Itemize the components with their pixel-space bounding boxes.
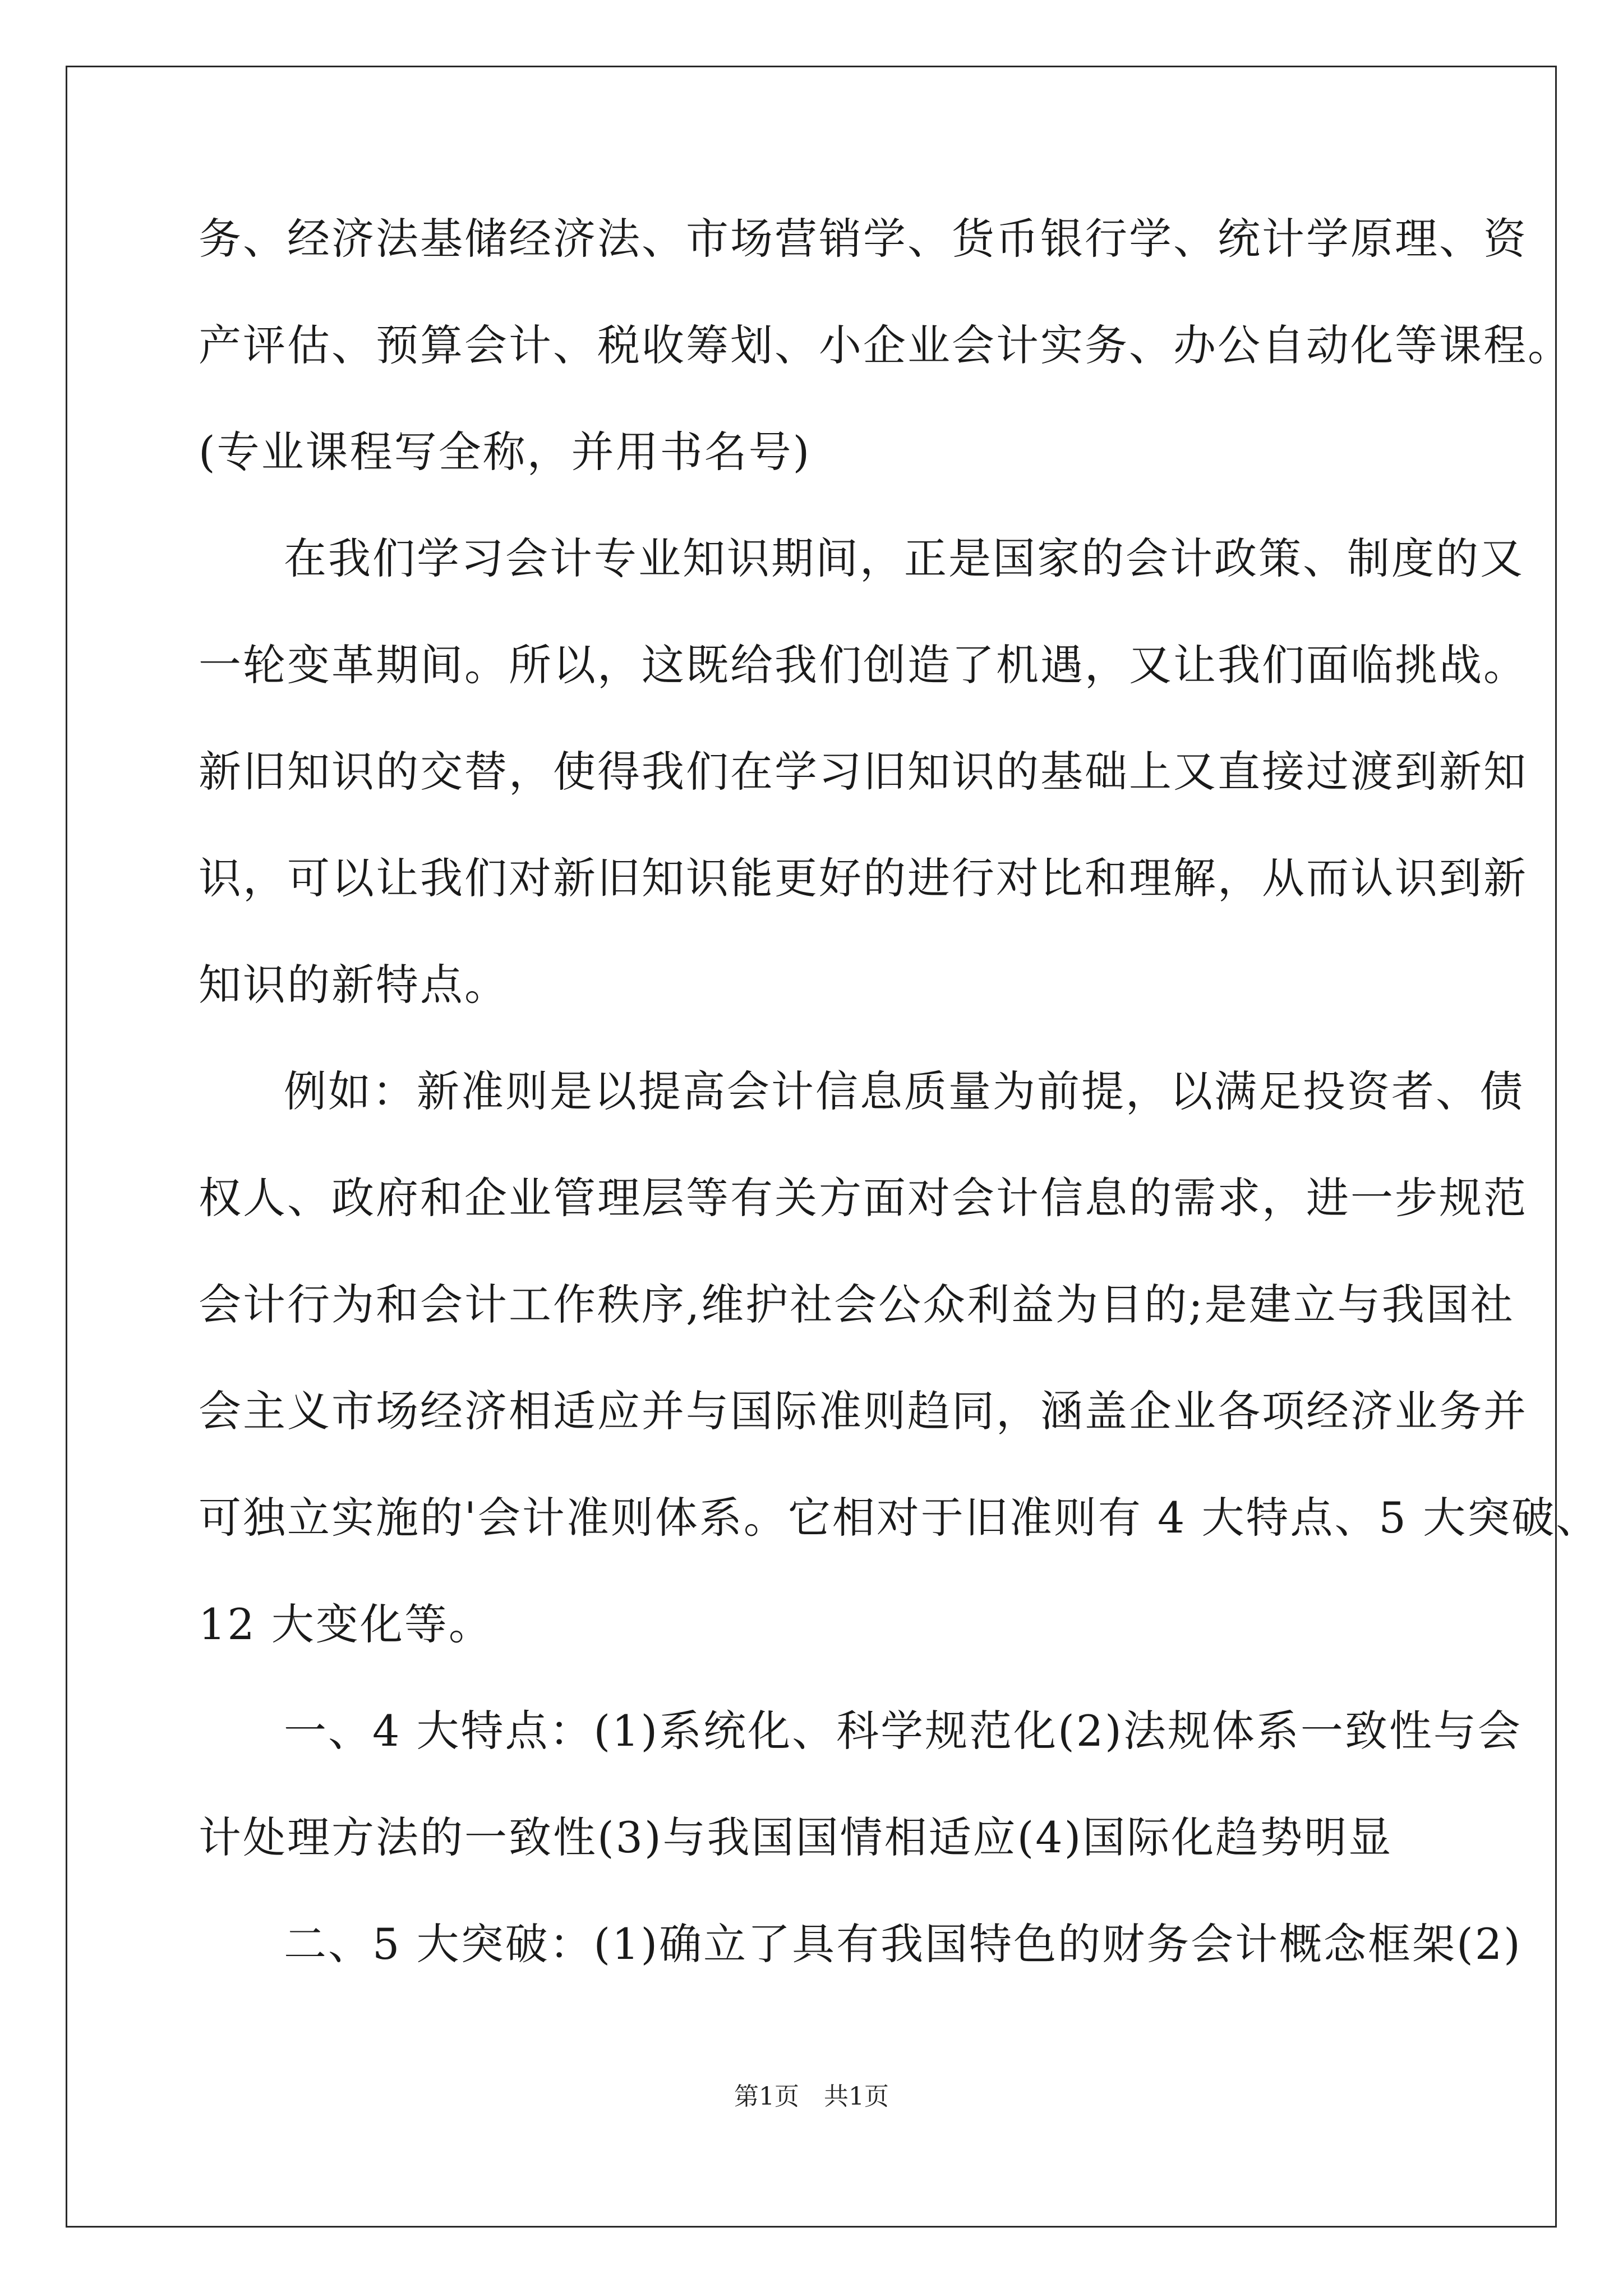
- text-line: 新旧知识的交替，使得我们在学习旧知识的基础上又直接过渡到新知: [199, 747, 1528, 797]
- text-line: 权人、政府和企业管理层等有关方面对会计信息的需求，进一步规范: [199, 1173, 1528, 1223]
- paragraph-start-line: 例如：新准则是以提高会计信息质量为前提，以满足投资者、债: [284, 1066, 1524, 1116]
- page-border: [66, 66, 1601, 2228]
- text-line: 一轮变革期间。所以，这既给我们创造了机遇，又让我们面临挑战。: [199, 640, 1528, 690]
- text-line: 产评估、预算会计、税收筹划、小企业会计实务、办公自动化等课程。: [199, 320, 1572, 370]
- paragraph-start-line: 一、4 大特点：(1)系统化、科学规范化(2)法规体系一致性与会: [284, 1706, 1522, 1756]
- text-line: 务、经济法基储经济法、市场营销学、货币银行学、统计学原理、资: [199, 214, 1528, 264]
- page-total: 共1页: [824, 2082, 889, 2111]
- paragraph-start-line: 在我们学习会计专业知识期间，正是国家的会计政策、制度的又: [284, 533, 1524, 583]
- paragraph-start-line: 二、5 大突破：(1)确立了具有我国特色的财务会计概念框架(2): [284, 1919, 1522, 1969]
- text-line: (专业课程写全称，并用书名号): [199, 427, 811, 477]
- text-line: 计处理方法的一致性(3)与我国国情相适应(4)国际化趋势明显: [199, 1812, 1393, 1862]
- page-footer: [0, 2081, 1623, 2113]
- text-line: 会计行为和会计工作秩序,维护社会公众利益为目的;是建立与我国社: [199, 1280, 1515, 1329]
- text-line: 知识的新特点。: [199, 960, 509, 1010]
- text-line: 会主义市场经济相适应并与国际准则趋同，涵盖企业各项经济业务并: [199, 1386, 1528, 1436]
- text-line: 可独立实施的'会计准则体系。它相对于旧准则有 4 大特点、5 大突破、: [199, 1493, 1601, 1543]
- text-line: 12 大变化等。: [199, 1599, 493, 1649]
- page-number: 第1页: [734, 2082, 799, 2111]
- text-line: 识，可以让我们对新旧知识能更好的进行对比和理解，从而认识到新: [199, 853, 1528, 903]
